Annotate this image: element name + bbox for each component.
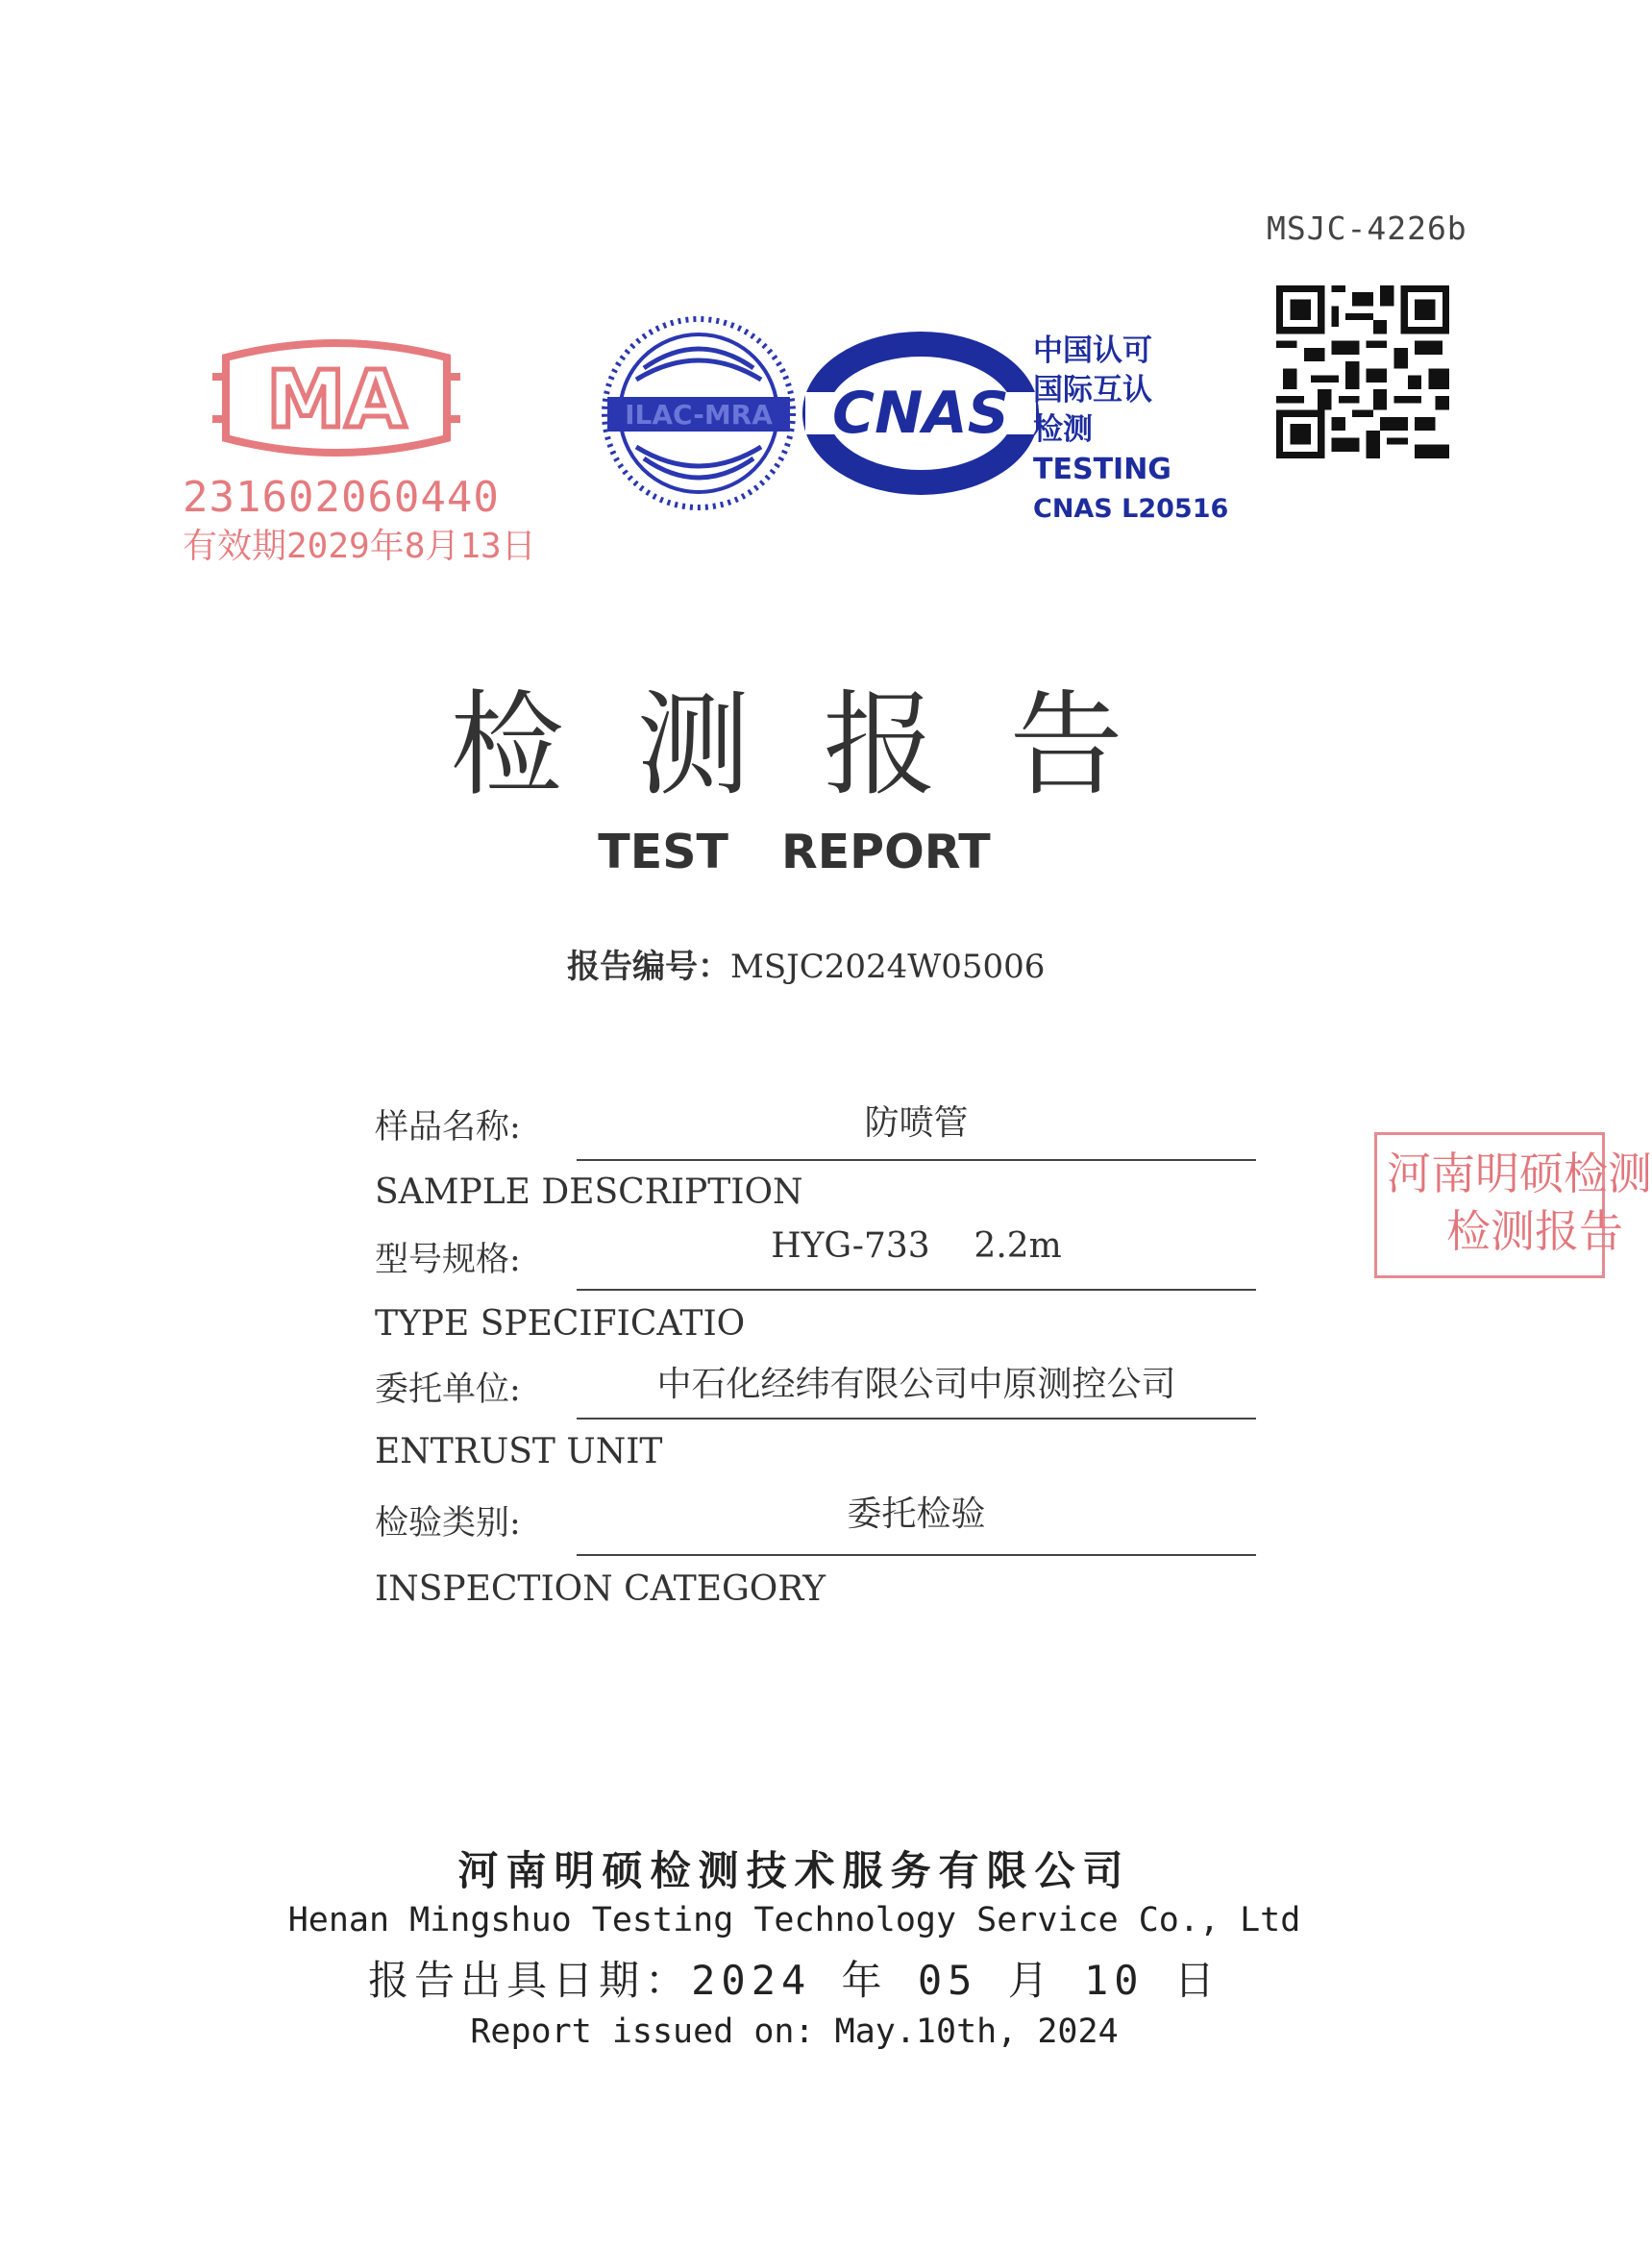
entrust-unit-value: 中石化经纬有限公司中原测控公司 xyxy=(656,1365,1176,1404)
ilac-mra-logo xyxy=(598,312,800,514)
qr-code-icon[interactable] xyxy=(1276,285,1449,458)
page-title-english: TEST REPORT xyxy=(598,825,991,879)
cnas-line-3: 检测 xyxy=(1033,412,1093,447)
seal-line-1: 河南明硕检测 xyxy=(1387,1148,1652,1199)
document-code: MSJC-4226b xyxy=(1267,210,1467,247)
sample-name-value: 防喷管 xyxy=(864,1103,969,1143)
model-spec-value: HYG-733 2.2m xyxy=(771,1226,1062,1266)
cnas-logo xyxy=(805,336,1036,490)
cnas-line-4: TESTING xyxy=(1033,453,1171,486)
entrust-unit-label: 委托单位: xyxy=(375,1370,521,1409)
issue-date: 报告出具日期：2024 年 05 月 10 日 xyxy=(368,1957,1221,2004)
model-spec-label: 型号规格: xyxy=(375,1241,521,1279)
model-spec-label-english: TYPE SPECIFICATIO xyxy=(375,1304,746,1344)
inspection-category-label: 检验类别: xyxy=(375,1504,521,1543)
cnas-line-5: CNAS L20516 xyxy=(1033,494,1229,524)
cnas-line-2: 国际互认 xyxy=(1033,373,1152,407)
cnas-accreditation-text xyxy=(1033,332,1228,529)
inspection-category-value: 委托检验 xyxy=(847,1494,986,1534)
entrust-unit-underline xyxy=(577,1418,1256,1420)
page-title: 检测报告 xyxy=(450,679,1196,811)
sample-name-label: 样品名称: xyxy=(375,1108,521,1147)
cma-validity: 有效期2029年8月13日 xyxy=(183,527,536,566)
report-number-value: MSJC2024W05006 xyxy=(730,948,1046,986)
ilac-logo-text: ILAC-MRA xyxy=(625,399,773,431)
company-seal-stamp xyxy=(1374,1132,1652,1278)
entrust-unit-label-english: ENTRUST UNIT xyxy=(375,1432,663,1471)
inspection-category-label-english: INSPECTION CATEGORY xyxy=(375,1569,826,1609)
inspection-category-underline xyxy=(577,1554,1256,1556)
seal-line-2: 检测报告 xyxy=(1446,1205,1623,1257)
report-number-label: 报告编号： xyxy=(567,948,730,986)
cnas-logo-text: CNAS xyxy=(832,380,1009,447)
company-name: 河南明硕检测技术服务有限公司 xyxy=(457,1847,1131,1894)
report-number xyxy=(567,940,1045,987)
sample-name-underline xyxy=(577,1159,1256,1161)
cma-logo xyxy=(207,338,466,457)
cma-number: 231602060440 xyxy=(183,473,500,522)
cma-logo-text: MA xyxy=(266,355,407,446)
issue-date-english: Report issued on: May.10th, 2024 xyxy=(470,2012,1119,2051)
model-spec-underline xyxy=(577,1289,1256,1291)
sample-name-label-english: SAMPLE DESCRIPTION xyxy=(375,1173,803,1212)
company-name-english: Henan Mingshuo Testing Technology Service Co., Ltd xyxy=(287,1901,1301,1939)
cnas-line-1: 中国认可 xyxy=(1033,333,1152,368)
